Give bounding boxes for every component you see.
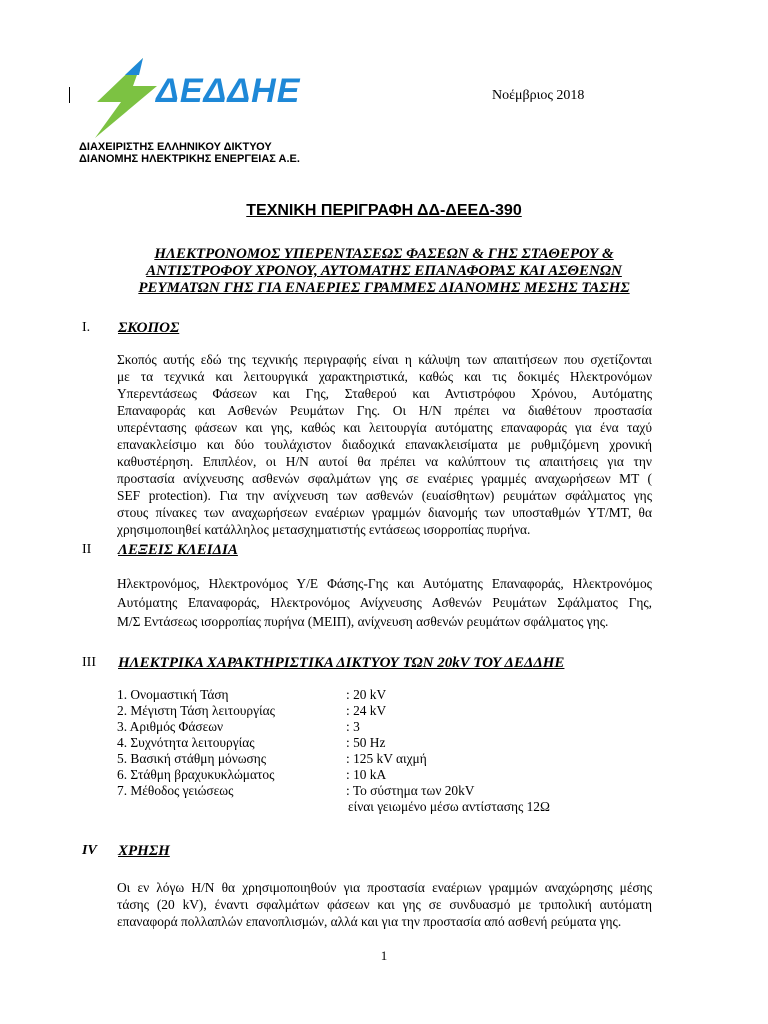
spec-value: : 20 kV [346,687,387,702]
section-1-title: ΣΚΟΠΟΣ [118,320,180,336]
para-line: Σκοπός αυτής εδώ της τεχνικής περιγραφής είναι η κάλυψη των απαιτήσεων που σχετίζονται [117,352,652,367]
para-line: στους πίνακες των αναχωρήσεων εναέριων γραμμών διανομής των υποσταθμών ΥΤ/ΜΤ, θα [117,505,652,520]
company-name [79,141,300,165]
section-4-number: IV [82,843,97,858]
spec-label: 6. Στάθμη βραχυκυκλώματος [117,767,275,782]
company-line-1: ΔΙΑΧΕΙΡΙΣΤΗΣ ΕΛΛΗΝΙΚΟΥ ΔΙΚΤΥΟΥ [79,141,272,153]
para-line: επανακλείσιμο και δύο τουλάχιστον διαδοχικά επανακλεισίματα με ρυθμιζόμενη χρονική [117,437,652,452]
section-2-number: II [82,542,92,557]
spec-value: : 10 kA [346,767,387,782]
page-number: 1 [380,948,388,963]
para-line: Υπερεντάσεως Φάσεων και Γης, Σταθερού και Αντιστρόφου Χρόνου, Αυτόματης [117,386,652,401]
section-4-title: ΧΡΗΣΗ [118,843,170,859]
spec-value: : 3 [346,719,360,734]
para-line: Οι εν λόγω Η/Ν θα χρησιμοποιηθούν για προστασία εναέριων γραμμών αναχώρησης μέσης [117,880,652,895]
spec-label: 5. Βασική στάθμη μόνωσης [117,751,267,766]
section-4-paragraph [117,879,652,930]
para-line: επαναφορά πολλαπλών επανοπλισμών, αλλά και για την προστασία από ασθενή ρεύματα γης. [117,914,622,929]
main-title-line-2: ΑΝΤΙΣΤΡΟΦΟΥ ΧΡΟΝΟΥ, ΑΥΤΟΜΑΤΗΣ ΕΠΑΝΑΦΟΡΑΣ ΚΑΙ ΑΣΘΕΝΩΝ [146,263,622,279]
company-line-2: ΔΙΑΝΟΜΗΣ ΗΛΕΚΤΡΙΚΗΣ ΕΝΕΡΓΕΙΑΣ Α.Ε. [79,153,300,165]
section-2-paragraph [117,574,652,631]
section-1-number: I. [82,320,91,335]
main-title-line-3: ΡΕΥΜΑΤΩΝ ΓΗΣ ΓΙΑ ΕΝΑΕΡΙΕΣ ΓΡΑΜΜΕΣ ΔΙΑΝΟΜΗΣ ΜΕΣΗΣ ΤΑΣΗΣ [138,280,630,296]
text-cursor [69,87,70,103]
spec-label: 4. Συχνότητα λειτουργίας [117,735,255,750]
logo-text: ΔΕΔΔΗΕ [156,72,301,110]
para-line: τάσης (20 kV), έναντι σφαλμάτων φάσεων και γης σε συνδυασμό με τριπολική αυτόματη [117,897,652,912]
section-3-number: III [82,655,96,670]
para-line: Επαναφοράς και Ασθενών Ρευμάτων Γης. Οι Η/Ν πρέπει να διαθέτουν προστασία [117,403,652,418]
document-date: Νοέμβριος 2018 [492,88,585,103]
spec-value: : Το σύστημα των 20kV [346,783,475,798]
para-line: SEF protection). Για την ανίχνευση των ασθενών (ευαίσθητων) ρευμάτων σφάλματος γης [117,488,652,503]
spec-value-continuation: είναι γειωμένο μέσω αντίστασης 12Ω [348,799,550,814]
para-line: με τα τεχνικά και λειτουργικά χαρακτηριστικά, καθώς και τις δοκιμές Ηλεκτρονόμων [117,369,652,384]
main-title-line-1: ΗΛΕΚΤΡΟΝΟΜΟΣ ΥΠΕΡΕΝΤΑΣΕΩΣ ΦΑΣΕΩΝ & ΓΗΣ ΣΤΑΘΕΡΟΥ & [154,246,614,262]
para-line: Αυτόματης Επαναφοράς, Ηλεκτρονόμος Ανίχνευσης Ασθενών Ρευμάτων Σφάλματος Γης, [117,595,652,610]
spec-value: : 50 Hz [346,735,386,750]
para-line: υπερέντασης φάσεων και γης, καθώς και λειτουργία αυτόματης επαναφοράς για ένα ταχύ [117,420,652,435]
para-line: Ηλεκτρονόμος, Ηλεκτρονόμος Υ/Ε Φάσης-Γης και Αυτόματης Επαναφοράς, Ηλεκτρονόμος [117,576,652,591]
spec-value: : 125 kV αιχμή [346,751,427,766]
para-line: καθυστέρηση. Επιπλέον, οι Η/Ν αυτοί θα πρέπει να καλύπτουν τις απαιτήσεις για την [117,454,652,469]
section-2-title: ΛΕΞΕΙΣ ΚΛΕΙΔΙΑ [118,542,238,558]
section-3-title: ΗΛΕΚΤΡΙΚΑ ΧΑΡΑΚΤΗΡΙΣΤΙΚΑ ΔΙΚΤΥΟΥ ΤΩΝ 20kV ΤΟΥ ΔΕΔΔΗΕ [118,655,565,671]
spec-label: 1. Ονομαστική Τάση [117,687,229,702]
para-line: χρησιμοποιηθεί κατάλληλος μετασχηματιστής εντάσεως ισορροπίας πυρήνα. [117,522,531,537]
spec-label: 3. Αριθμός Φάσεων [117,719,224,734]
spec-label: 2. Μέγιστη Τάση λειτουργίας [117,703,275,718]
spec-value: : 24 kV [346,703,387,718]
para-line: προστασία ανίχνευσης ασθενών σφαλμάτων γης σε εναέριες γραμμές αναχωρήσεων ΜΤ ( [117,471,652,486]
para-line: Μ/Σ Εντάσεως ισορροπίας πυρήνα (ΜΕΙΠ), ανίχνευση ασθενών ρευμάτων σφάλματος γης. [117,614,609,629]
spec-label: 7. Μέθοδος γειώσεως [117,783,234,798]
main-title [90,246,678,297]
section-1-paragraph [117,351,652,538]
document-title: ΤΕΧΝΙΚΗ ΠΕΡΙΓΡΑΦΗ ΔΔ-ΔΕΕΔ-390 [246,202,522,219]
